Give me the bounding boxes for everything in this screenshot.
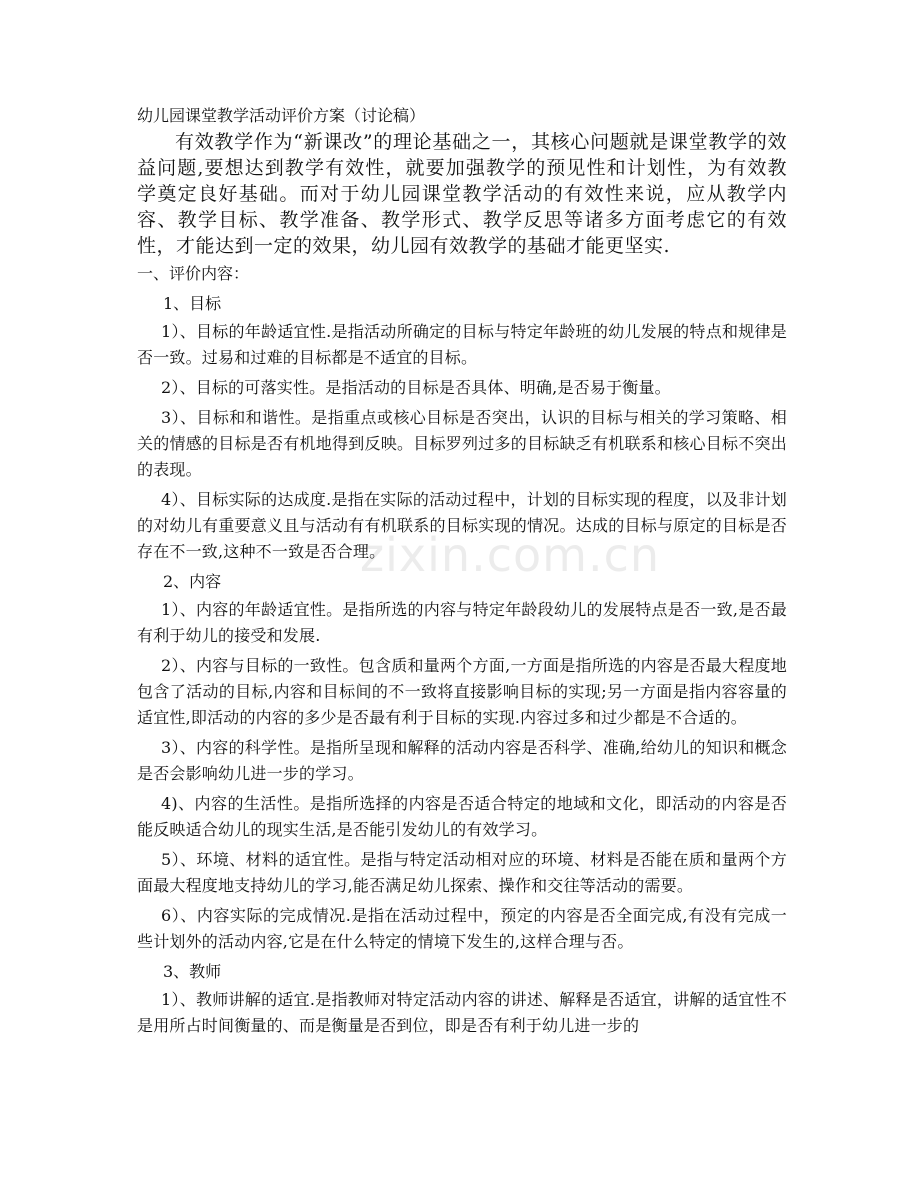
document-body (137, 104, 787, 1043)
goal-item: 2）、目标的可落实性。是指活动的目标是否具体、明确,是否易于衡量。 (161, 378, 671, 397)
section-heading: 一、评价内容： (137, 264, 250, 283)
subheading-goals: 1、目标 (163, 294, 222, 313)
subheading-teacher: 3、教师 (163, 962, 222, 981)
content-item: 5）、环境、材料的适宜性。是指与特定活动相对应的环境、材料是否能在质和量两个方面最大程度地支持幼儿的学习,能否满足幼儿探索、操作和交往等活动的需要。 (137, 850, 787, 895)
goal-item: 1）、目标的年龄适宜性.是指活动所确定的目标与特定年龄班的幼儿发展的特点和规律是否一致。过易和过难的目标都是不适宜的目标。 (137, 322, 787, 367)
intro-paragraph: 有效教学作为“新课改”的理论基础之一，其核心问题就是课堂教学的效益问题,要想达到教学有效性，就要加强教学的预见性和计划性，为有效教学奠定良好基础。而对于幼儿园课堂教学活动的有效性来说，应从教学内容、教学目标、教学准备、教学形式、教学反思等诸多方面考虑它的有效性，才能达到一定的效果，幼儿园有效教学的基础才能更坚实. (137, 131, 787, 257)
watermark: zixin.com.cn (360, 528, 661, 582)
document-title: 幼儿园课堂教学活动评价方案（讨论稿） (137, 106, 426, 125)
goal-item: 3）、目标和和谐性。是指重点或核心目标是否突出，认识的目标与相关的学习策略、相关的情感的目标是否有机地得到反映。目标罗列过多的目标缺乏有机联系和核心目标不突出的表现。 (137, 408, 787, 479)
subheading-content: 2、内容 (163, 572, 222, 591)
content-item: 1）、内容的年龄适宜性。是指所选的内容与特定年龄段幼儿的发展特点是否一致,是否最有利于幼儿的接受和发展. (137, 600, 787, 645)
content-item: 3）、内容的科学性。是指所呈现和解释的活动内容是否科学、准确,给幼儿的知识和概念是否会影响幼儿进一步的学习。 (137, 738, 787, 783)
content-item: 2）、内容与目标的一致性。包含质和量两个方面,一方面是指所选的内容是否最大程度地包含了活动的目标,内容和目标间的不一致将直接影响目标的实现;另一方面是指内容容量的适宜性,即活动的内容的多少是否最有利于目标的实现.内容过多和过少都是不合适的。 (137, 656, 787, 727)
goal-item: 4）、目标实际的达成度.是指在实际的活动过程中，计划的目标实现的程度，以及非计划的对幼儿有重要意义且与活动有有机联系的目标实现的情况。达成的目标与原定的目标是否存在不一致,这种不一致是否合理。 (137, 490, 787, 561)
teacher-item: 1）、教师讲解的适宜.是指教师对特定活动内容的讲述、解释是否适宜，讲解的适宜性不是用所占时间衡量的、而是衡量是否到位，即是否有利于幼儿进一步的 (137, 990, 787, 1035)
content-item: 6）、内容实际的完成情况.是指在活动过程中，预定的内容是否全面完成,有没有完成一些计划外的活动内容,它是在什么特定的情境下发生的,这样合理与否。 (137, 906, 787, 951)
content-item: 4)、内容的生活性。是指所选择的内容是否适合特定的地域和文化，即活动的内容是否能反映适合幼儿的现实生活,是否能引发幼儿的有效学习。 (137, 794, 787, 839)
